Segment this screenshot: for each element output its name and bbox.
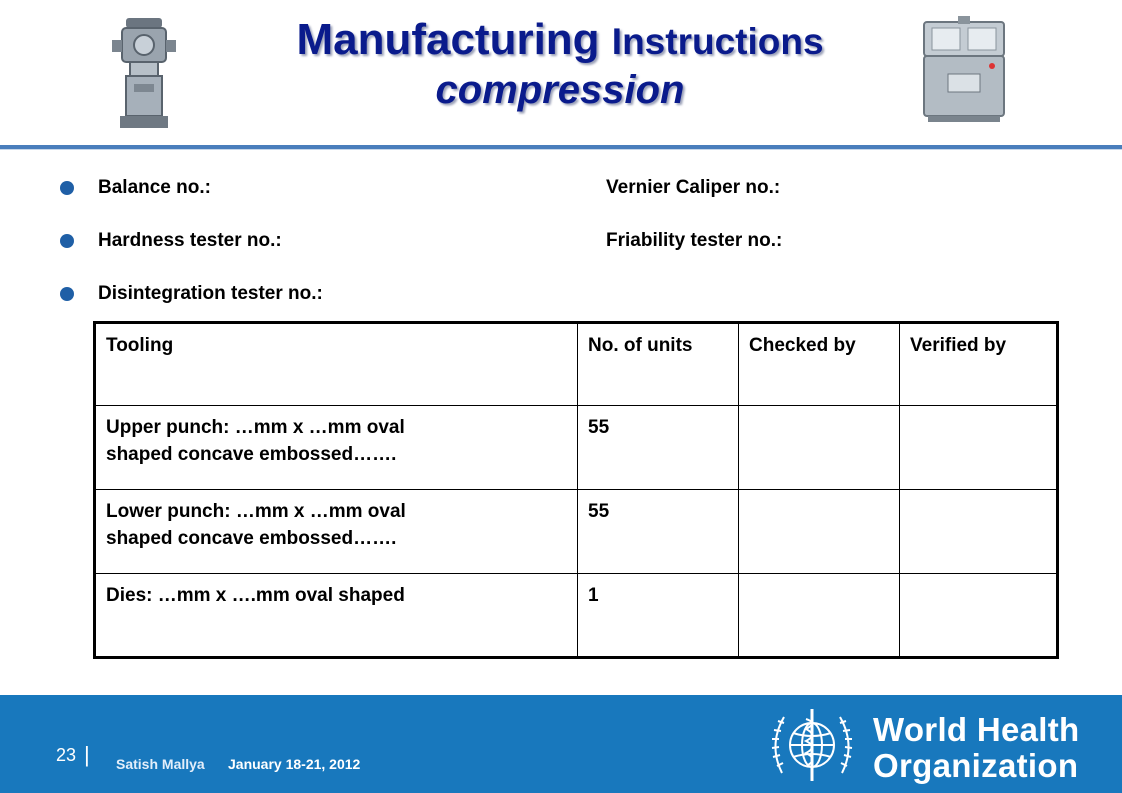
disintegration-tester-label: Disintegration tester no.: [98, 283, 323, 304]
footer-bar [0, 695, 1122, 793]
tooling-text-line-1: Upper punch: …mm x …mm oval [106, 417, 405, 438]
units-cell: 1 [578, 574, 739, 658]
table-row [95, 490, 1058, 574]
tooling-text-line-1: Lower punch: …mm x …mm oval [106, 501, 406, 522]
who-name-line-1: World Health [873, 711, 1080, 748]
title-line-2: compression [435, 68, 685, 112]
tooling-text-line-2: shaped concave embossed……. [106, 444, 397, 465]
event-date: January 18-21, 2012 [228, 756, 361, 772]
tooling-cell [95, 574, 578, 658]
vernier-caliper-label: Vernier Caliper no.: [606, 177, 781, 198]
header-units: No. of units [578, 323, 739, 406]
bullet-icon [60, 287, 74, 301]
units-cell: 55 [578, 490, 739, 574]
page-number: 23 [56, 745, 77, 765]
field-row [60, 175, 1040, 228]
header-verified-by: Verified by [900, 323, 1058, 406]
verified-by-cell [900, 490, 1058, 574]
balance-label: Balance no.: [98, 177, 211, 198]
title-line-1 [150, 14, 970, 68]
table-row [95, 574, 1058, 658]
units-cell: 55 [578, 406, 739, 490]
who-name-line-2: Organization [873, 747, 1079, 784]
tooling-cell [95, 490, 578, 574]
checked-by-cell [739, 406, 900, 490]
page-separator: | [84, 742, 90, 767]
tooling-text-line-1: Dies: …mm x ….mm oval shaped [106, 585, 405, 606]
table-header-row [95, 323, 1058, 406]
title-main: Manufacturing [296, 15, 600, 64]
title-divider [0, 145, 1122, 150]
header-tooling: Tooling [95, 323, 578, 406]
tooling-text-line-2: shaped concave embossed……. [106, 528, 397, 549]
verified-by-cell [900, 406, 1058, 490]
friability-tester-label: Friability tester no.: [606, 230, 783, 251]
verified-by-cell [900, 574, 1058, 658]
tooling-table [93, 321, 1059, 659]
bullet-icon [60, 234, 74, 248]
field-row [60, 228, 1040, 281]
checked-by-cell [739, 574, 900, 658]
bullet-icon [60, 181, 74, 195]
hardness-tester-label: Hardness tester no.: [98, 230, 282, 251]
header-checked-by: Checked by [739, 323, 900, 406]
equipment-fields [60, 175, 1040, 334]
checked-by-cell [739, 490, 900, 574]
presenter-name: Satish Mallya [116, 756, 205, 772]
slide-title [150, 14, 970, 112]
tooling-cell [95, 406, 578, 490]
table-row [95, 406, 1058, 490]
who-emblem-icon [762, 703, 862, 787]
title-sub: Instructions [611, 21, 824, 62]
